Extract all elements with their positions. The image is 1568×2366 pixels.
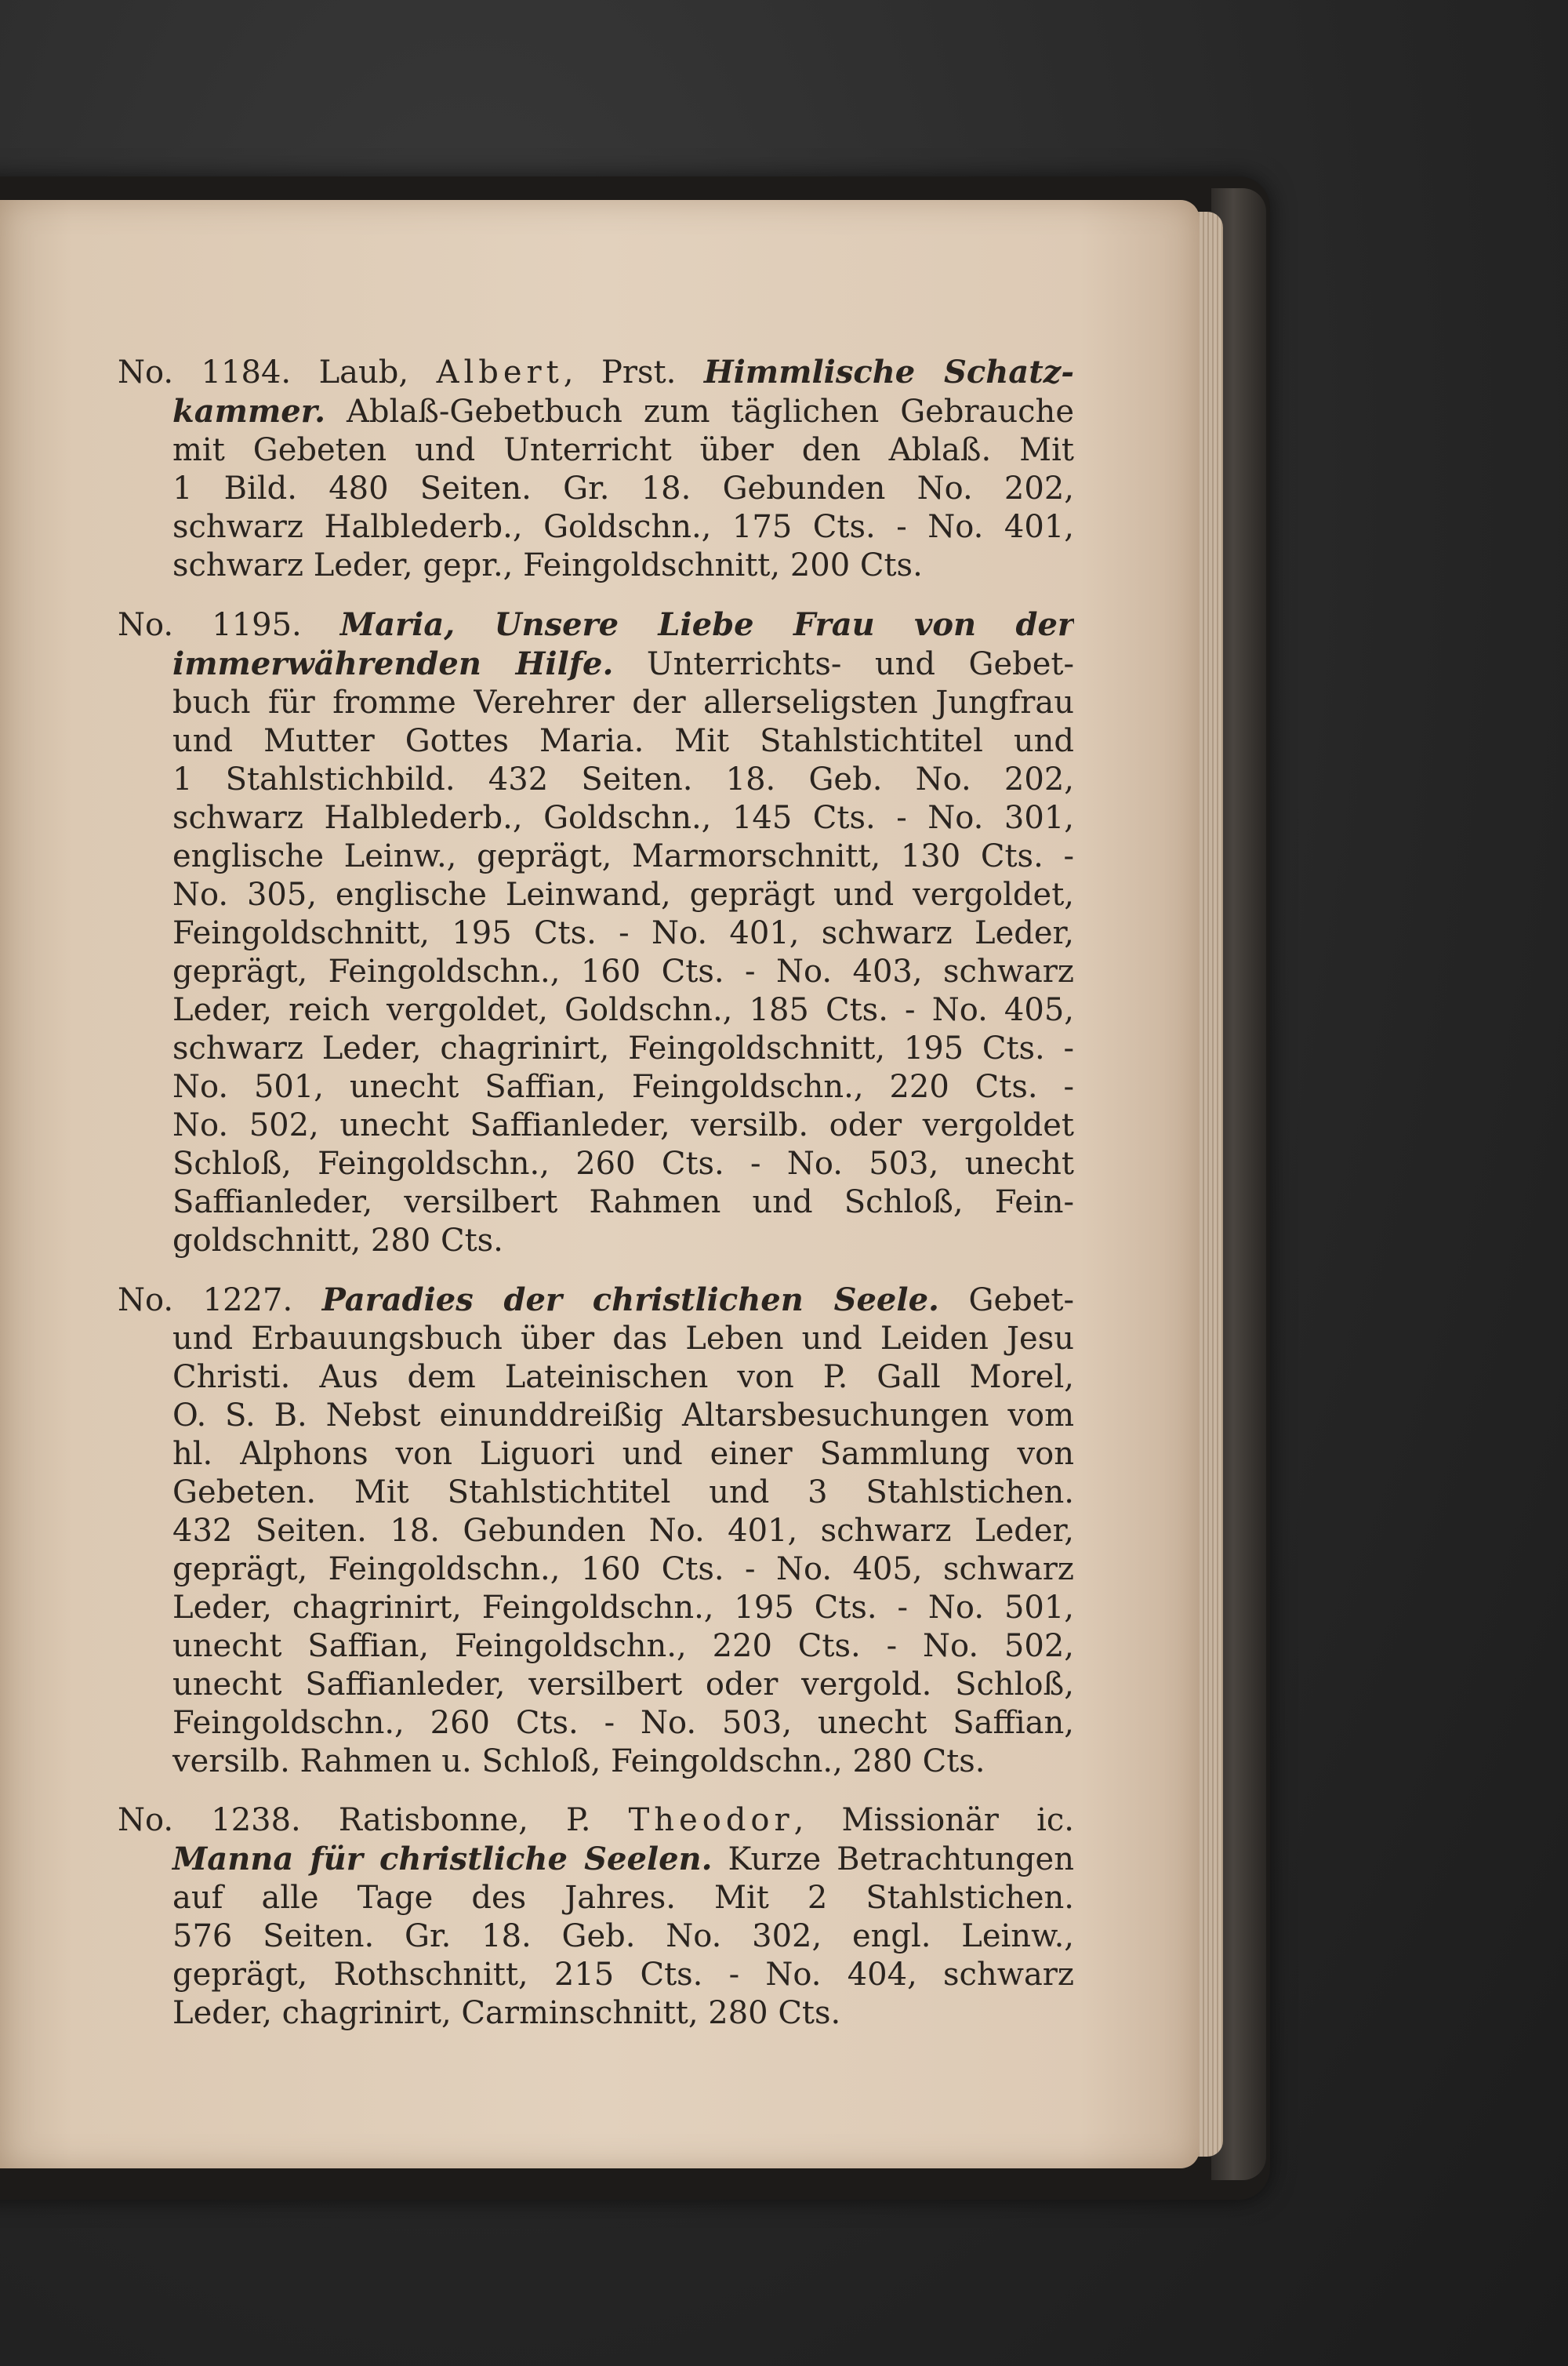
entry-text: schwarz Leder, chagrinirt, Feingoldschnitt, 195 Cts. - <box>172 1030 1074 1067</box>
entry-text: Saffianleder, versilbert Rahmen und Schloß, Fein- <box>172 1184 1074 1220</box>
entry-number: No. 1195. <box>118 607 340 643</box>
entry-line <box>118 684 1074 722</box>
author-name: Theodor <box>628 1802 794 1838</box>
entry-text: Gebeten. Mit Stahlstichtitel und 3 Stahlstichen. <box>172 1474 1074 1510</box>
entry-text: Kurze Betrachtungen <box>712 1841 1074 1877</box>
entry-text: englische Leinw., geprägt, Marmorschnitt, 130 Cts. - <box>172 838 1074 874</box>
entry-line <box>118 508 1074 547</box>
entry-text: unecht Saffian, Feingoldschn., 220 Cts. - No. 502, <box>172 1628 1074 1664</box>
entry-text: schwarz Leder, gepr., Feingoldschnitt, 200 Cts. <box>172 547 923 583</box>
entry-text: goldschnitt, 280 Cts. <box>172 1223 503 1259</box>
entry-line <box>118 876 1074 914</box>
entry-text: No. 502, unecht Saffianleder, versilb. oder vergoldet <box>172 1107 1074 1143</box>
book-title: kammer. <box>172 393 326 430</box>
entry-line <box>118 991 1074 1030</box>
entry-text: Unterrichts- und Gebet- <box>613 646 1074 682</box>
entry-text: Christi. Aus dem Lateinischen von P. Gall Morel, <box>172 1359 1074 1395</box>
catalog-entry <box>118 605 1074 1260</box>
author-title: , Prst. <box>563 354 704 391</box>
entry-text: geprägt, Feingoldschn., 160 Cts. - No. 403, schwarz <box>172 954 1074 990</box>
entry-text: Feingoldschnitt, 195 Cts. - No. 401, schwarz Leder, <box>172 915 1074 951</box>
entry-line <box>118 1358 1074 1397</box>
entry-line <box>118 1879 1074 1917</box>
entry-line <box>118 353 1074 392</box>
entry-text: No. 305, englische Leinwand, geprägt und vergoldet, <box>172 877 1074 913</box>
entry-line <box>118 1030 1074 1068</box>
author-title: , Missionär ic. <box>793 1802 1074 1838</box>
entry-text: O. S. B. Nebst einunddreißig Altarsbesuchungen vom <box>172 1397 1074 1434</box>
entry-line <box>118 1512 1074 1550</box>
entry-text: Feingoldschn., 260 Cts. - No. 503, unecht Saffian, <box>172 1705 1074 1741</box>
entry-line <box>118 1320 1074 1358</box>
entry-line <box>118 1068 1074 1107</box>
entry-text: schwarz Halblederb., Goldschn., 145 Cts. - No. 301, <box>172 800 1074 836</box>
entry-text: geprägt, Rothschnitt, 215 Cts. - No. 404, schwarz <box>172 1957 1074 1993</box>
entry-line <box>118 1550 1074 1589</box>
entry-line <box>118 547 1074 585</box>
entry-line <box>118 799 1074 838</box>
entry-line <box>118 722 1074 761</box>
entry-text: Leder, reich vergoldet, Goldschn., 185 Cts. - No. 405, <box>172 992 1074 1028</box>
entry-line <box>118 1589 1074 1627</box>
author-name: Albert <box>436 354 564 391</box>
entry-text: und Erbauungsbuch über das Leben und Leiden Jesu <box>172 1321 1074 1357</box>
entry-text: 1 Stahlstichbild. 432 Seiten. 18. Geb. No. 202, <box>172 761 1074 798</box>
entry-line <box>118 1840 1074 1879</box>
entry-line <box>118 470 1074 508</box>
entry-line <box>118 1704 1074 1743</box>
entry-line <box>118 605 1074 645</box>
book-title: Paradies der christlichen Seele. <box>321 1281 939 1318</box>
entry-line <box>118 1183 1074 1222</box>
entry-line <box>118 431 1074 470</box>
entry-line <box>118 838 1074 876</box>
entry-number: No. 1227. <box>118 1282 322 1318</box>
entry-text: versilb. Rahmen u. Schloß, Feingoldschn., 280 Cts. <box>172 1743 985 1779</box>
catalog-entry <box>118 1281 1074 1781</box>
entry-text: Leder, chagrinirt, Carminschnitt, 280 Cts. <box>172 1995 841 2031</box>
entry-line <box>118 1281 1074 1320</box>
entry-line <box>118 645 1074 684</box>
book-title: Himmlische Schatz- <box>703 354 1074 391</box>
entry-number-author: No. 1184. Laub, <box>118 354 437 391</box>
entry-line <box>118 761 1074 799</box>
book-title: Maria, Unsere Liebe Frau von der <box>339 606 1074 643</box>
entry-text: mit Gebeten und Unterricht über den Ablaß. Mit <box>172 432 1074 468</box>
entry-text: unecht Saffianleder, versilbert oder vergold. Schloß, <box>172 1666 1074 1703</box>
entry-line <box>118 1145 1074 1183</box>
entry-number-author: No. 1238. Ratisbonne, P. <box>118 1802 629 1838</box>
entry-text: Gebet- <box>938 1282 1074 1318</box>
entry-line <box>118 1474 1074 1512</box>
entry-text: Leder, chagrinirt, Feingoldschn., 195 Cts. - No. 501, <box>172 1590 1074 1626</box>
entry-text: No. 501, unecht Saffian, Feingoldschn., 220 Cts. - <box>172 1069 1074 1105</box>
entry-text: und Mutter Gottes Maria. Mit Stahlstichtitel und <box>172 723 1074 759</box>
entry-line <box>118 1107 1074 1145</box>
entry-line <box>118 1743 1074 1781</box>
entry-line <box>118 1397 1074 1435</box>
entry-line <box>118 953 1074 991</box>
catalog-entry <box>118 353 1074 585</box>
entry-line <box>118 1994 1074 2033</box>
book-title: immerwährenden Hilfe. <box>172 645 614 682</box>
entry-text: hl. Alphons von Liguori und einer Sammlung von <box>172 1436 1074 1472</box>
entry-line <box>118 1917 1074 1956</box>
entry-text: Ablaß-Gebetbuch zum täglichen Gebrauche <box>325 394 1074 430</box>
catalog-entry <box>118 1801 1074 2033</box>
entry-text: Schloß, Feingoldschn., 260 Cts. - No. 503, unecht <box>172 1146 1074 1182</box>
catalog-text <box>118 353 1074 2053</box>
entry-text: 1 Bild. 480 Seiten. Gr. 18. Gebunden No. 202, <box>172 471 1074 507</box>
entry-text: 576 Seiten. Gr. 18. Geb. No. 302, engl. Leinw., <box>172 1918 1074 1954</box>
entry-text: buch für fromme Verehrer der allerseligsten Jungfrau <box>172 685 1074 721</box>
entry-line <box>118 1222 1074 1260</box>
entry-text: 432 Seiten. 18. Gebunden No. 401, schwarz Leder, <box>172 1513 1074 1549</box>
entry-line <box>118 1801 1074 1840</box>
entry-line <box>118 914 1074 953</box>
entry-text: schwarz Halblederb., Goldschn., 175 Cts. - No. 401, <box>172 509 1074 545</box>
entry-text: auf alle Tage des Jahres. Mit 2 Stahlstichen. <box>172 1880 1074 1916</box>
entry-text: geprägt, Feingoldschn., 160 Cts. - No. 405, schwarz <box>172 1551 1074 1587</box>
entry-line <box>118 392 1074 431</box>
entry-line <box>118 1956 1074 1994</box>
book-title: Manna für christliche Seelen. <box>172 1841 713 1877</box>
entry-line <box>118 1627 1074 1666</box>
entry-line <box>118 1666 1074 1704</box>
entry-line <box>118 1435 1074 1474</box>
